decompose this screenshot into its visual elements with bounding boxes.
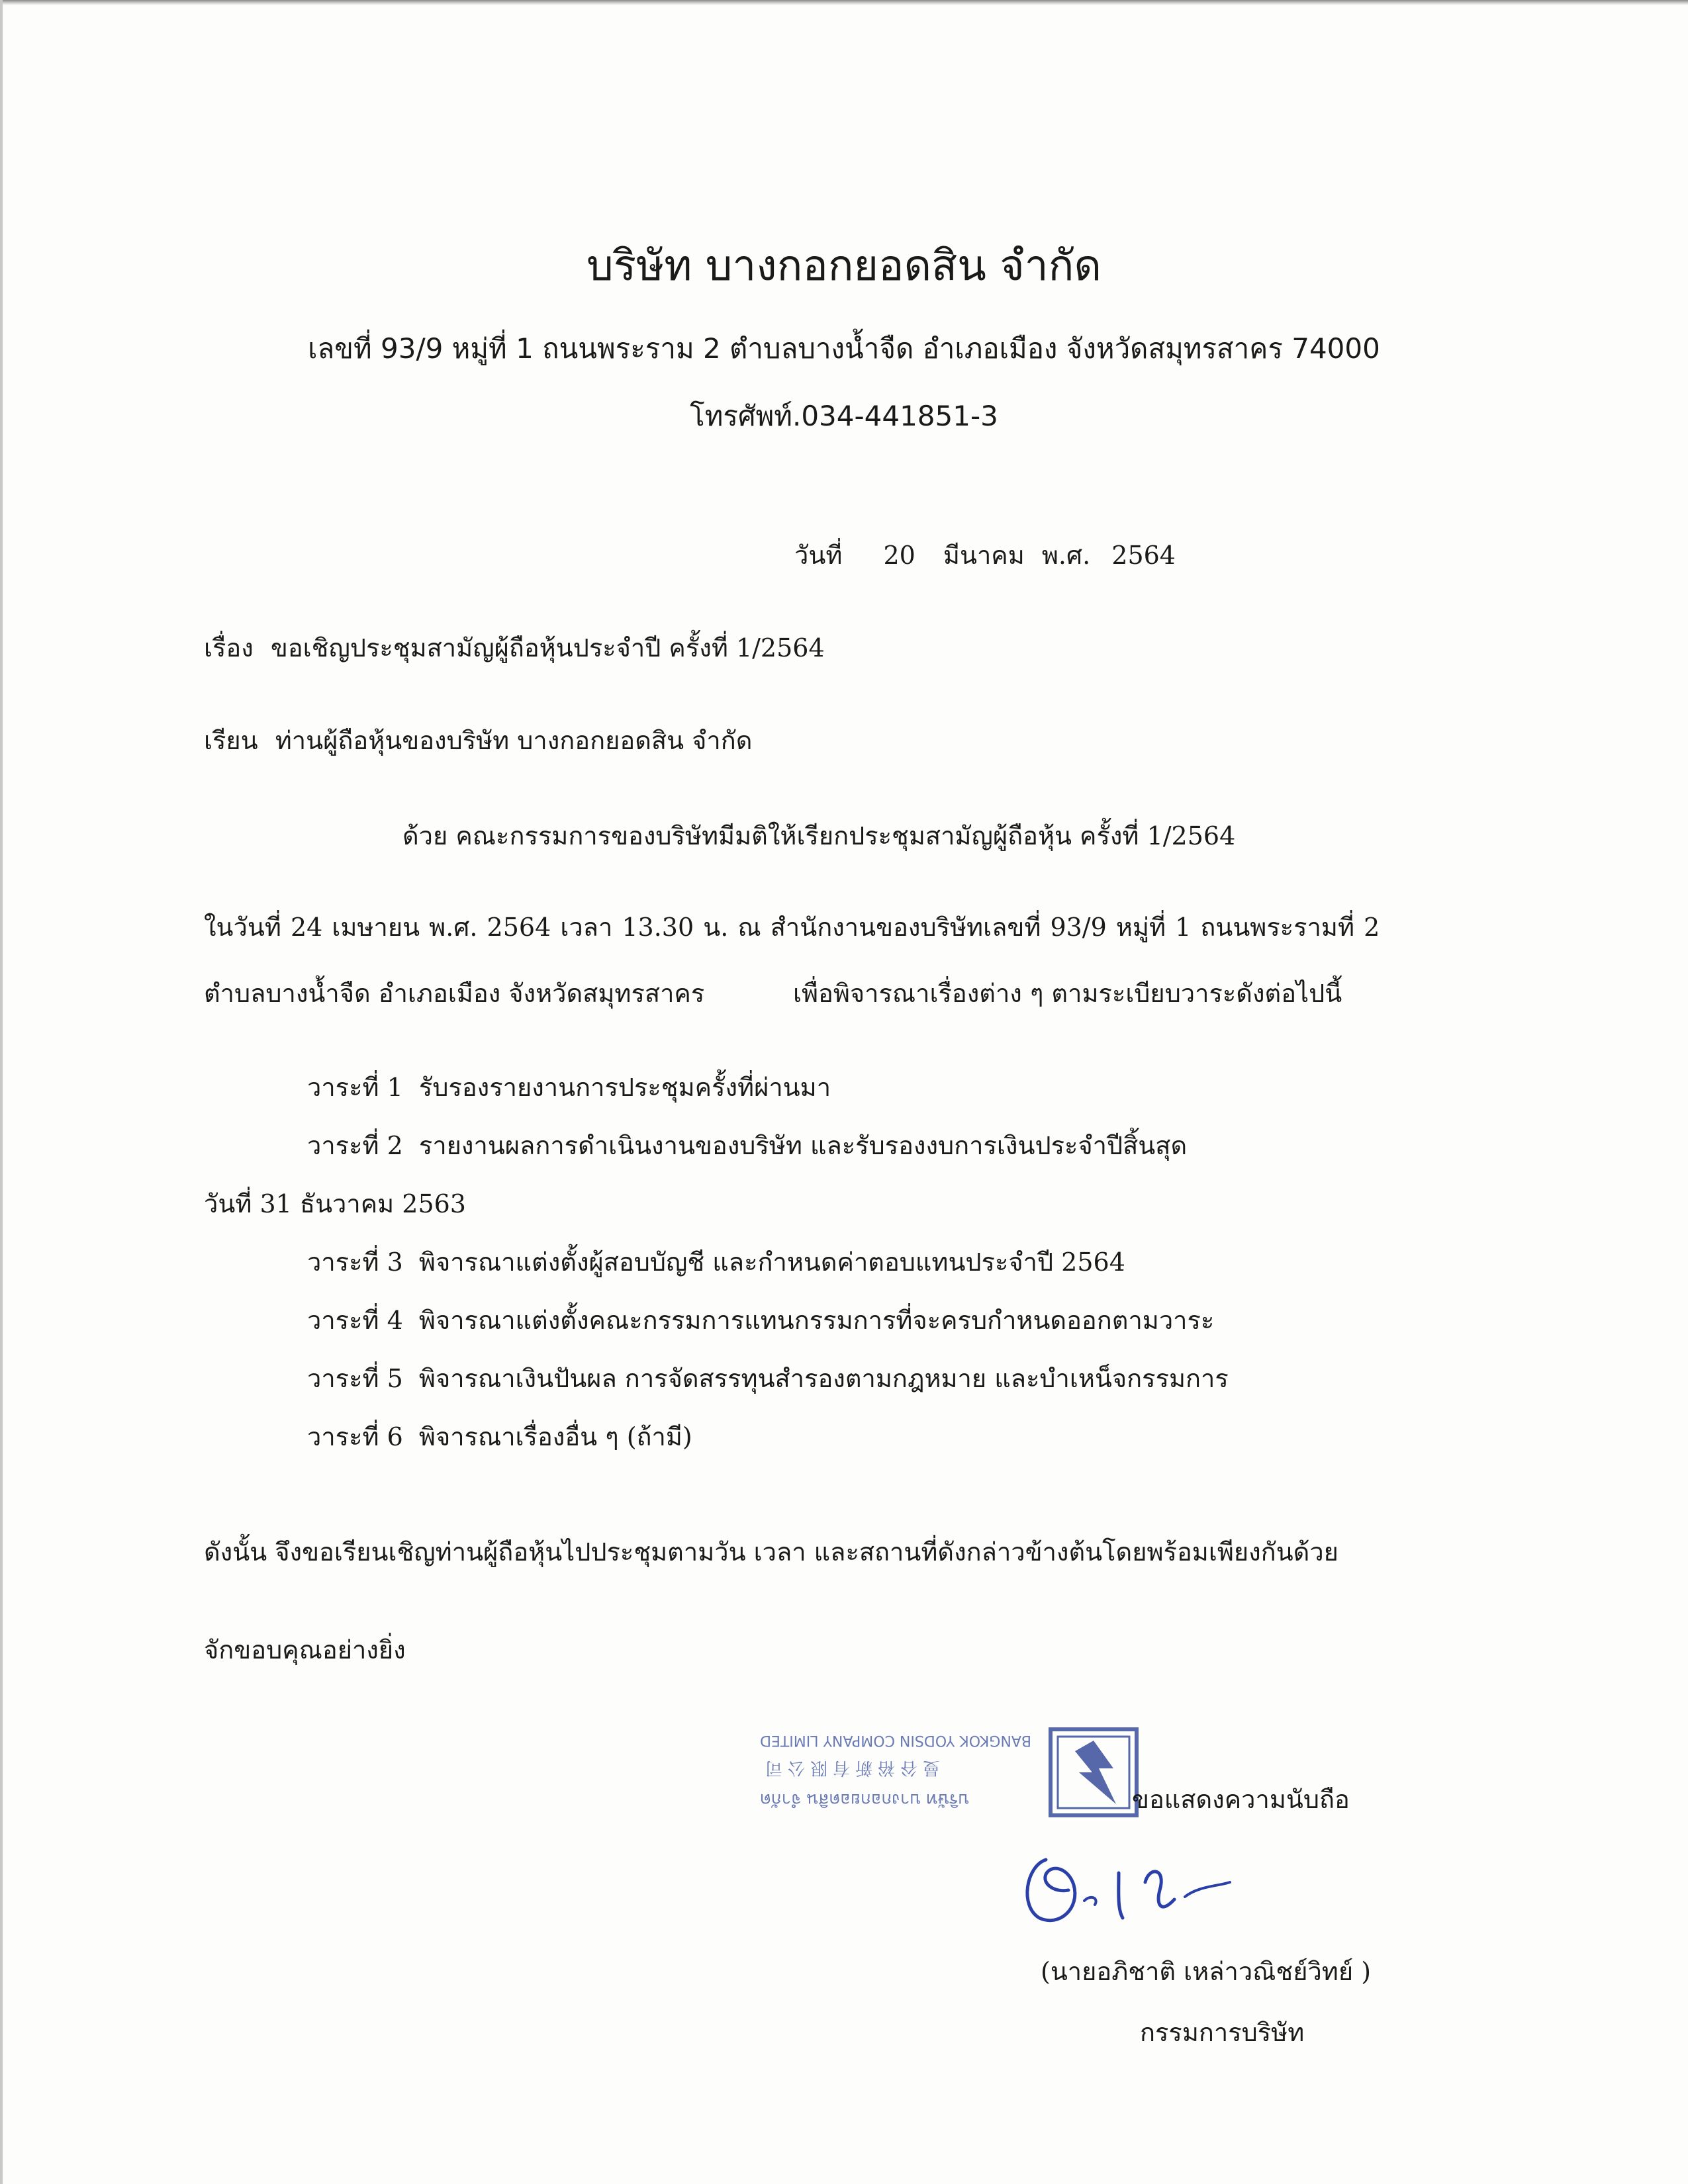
agenda-text: พิจารณาแต่งตั้งคณะกรรมการแทนกรรมการที่จะครบกำหนดออกตามวาระ bbox=[418, 1306, 1215, 1335]
stamp-text bbox=[760, 1719, 1038, 1819]
agenda-text: รายงานผลการดำเนินงานของบริษัท และรับรองงบการเงินประจำปีสิ้นสุด bbox=[418, 1131, 1188, 1160]
closing-thanks: จักขอบคุณอย่างยิ่ง bbox=[204, 1635, 406, 1664]
subject-text: ขอเชิญประชุมสามัญผู้ถือหุ้นประจำปี ครั้งที่ 1/2564 bbox=[270, 633, 825, 662]
date-era: พ.ศ. bbox=[1041, 541, 1091, 570]
body-line-3a: ตำบลบางน้ำจืด อำเภอเมือง จังหวัดสมุทรสาคร bbox=[204, 979, 705, 1008]
signature bbox=[1019, 1840, 1258, 1939]
date-year: 2564 bbox=[1111, 541, 1176, 570]
company-phone: โทรศัพท์.034-441851-3 bbox=[690, 400, 998, 432]
body-line-1: ด้วย คณะกรรมการของบริษัทมีมติให้เรียกประชุมสามัญผู้ถือหุ้น ครั้งที่ 1/2564 bbox=[402, 821, 1236, 850]
agenda-item-1 bbox=[307, 1075, 831, 1100]
subject-label: เรื่อง bbox=[204, 633, 254, 662]
stamp-thai: บริษัท บางกอกยอดสิน จำกัด bbox=[760, 1790, 970, 1809]
date-day: 20 bbox=[883, 541, 915, 570]
agenda-text: รับรองรายงานการประชุมครั้งที่ผ่านมา bbox=[418, 1073, 831, 1102]
agenda-label: วาระที่ 2 bbox=[307, 1131, 403, 1160]
subject-line bbox=[204, 635, 825, 660]
company-logo-icon bbox=[1049, 1727, 1139, 1817]
company-address: เลขที่ 93/9 หมู่ที่ 1 ถนนพระราม 2 ตำบลบางน้ำจืด อำเภอเมือง จังหวัดสมุทรสาคร 74000 bbox=[308, 332, 1380, 365]
signatory-name: (นายอภิชาติ เหล่าวณิชย์วิทย์ ) bbox=[1041, 1957, 1372, 1986]
date-month: มีนาคม bbox=[943, 541, 1025, 570]
company-name: บริษัท บางกอกยอดสิน จำกัด bbox=[586, 242, 1102, 291]
agenda-item-2-continuation: วันที่ 31 ธันวาคม 2563 bbox=[204, 1189, 466, 1218]
stamp-english: BANGKOK YODSIN COMPANY LIMITED bbox=[760, 1732, 1031, 1749]
agenda-text: พิจารณาแต่งตั้งผู้สอบบัญชี และกำหนดค่าตอบแทนประจำปี 2564 bbox=[418, 1248, 1125, 1277]
stamp-chinese: 曼谷裕新有限公司 bbox=[760, 1758, 941, 1778]
closing-respect: ขอแสดงความนับถือ bbox=[1132, 1785, 1350, 1814]
agenda-item-2 bbox=[307, 1133, 1187, 1158]
company-stamp bbox=[760, 1719, 1144, 1819]
scan-edge bbox=[0, 0, 1688, 5]
date-label: วันที่ bbox=[794, 541, 843, 570]
agenda-label: วาระที่ 3 bbox=[307, 1248, 403, 1277]
body-line-3b: เพื่อพิจารณาเรื่องต่าง ๆ ตามระเบียบวาระดังต่อไปนี้ bbox=[793, 979, 1342, 1008]
letter-date bbox=[794, 543, 1196, 568]
body-line-2: ในวันที่ 24 เมษายน พ.ศ. 2564 เวลา 13.30 น. ณ สำนักงานของบริษัทเลขที่ 93/9 หมู่ที่ 1 ถนนพระรามที่ 2 bbox=[204, 913, 1380, 942]
agenda-item-4 bbox=[307, 1308, 1214, 1333]
agenda-item-6 bbox=[307, 1424, 692, 1449]
recipient-line bbox=[204, 728, 752, 753]
agenda-item-3 bbox=[307, 1250, 1125, 1275]
signatory-title: กรรมการบริษัท bbox=[1140, 2018, 1305, 2047]
agenda-label: วาระที่ 1 bbox=[307, 1073, 403, 1102]
agenda-text: พิจารณาเรื่องอื่น ๆ (ถ้ามี) bbox=[418, 1422, 692, 1451]
agenda-label: วาระที่ 5 bbox=[307, 1364, 403, 1393]
scan-edge-left bbox=[0, 0, 3, 2184]
agenda-label: วาระที่ 6 bbox=[307, 1422, 403, 1451]
closing-invitation: ดังนั้น จึงขอเรียนเชิญท่านผู้ถือหุ้นไปประชุมตามวัน เวลา และสถานที่ดังกล่าวข้างต้นโดยพร้อมเพียงกันด้วย bbox=[204, 1537, 1338, 1567]
agenda-label: วาระที่ 4 bbox=[307, 1306, 403, 1335]
agenda-item-5 bbox=[307, 1366, 1229, 1391]
agenda-text: พิจารณาเงินปันผล การจัดสรรทุนสำรองตามกฎหมาย และบำเหน็จกรรมการ bbox=[418, 1364, 1229, 1393]
recipient-text: ท่านผู้ถือหุ้นของบริษัท บางกอกยอดสิน จำกัด bbox=[275, 726, 753, 755]
recipient-label: เรียน bbox=[204, 726, 258, 755]
